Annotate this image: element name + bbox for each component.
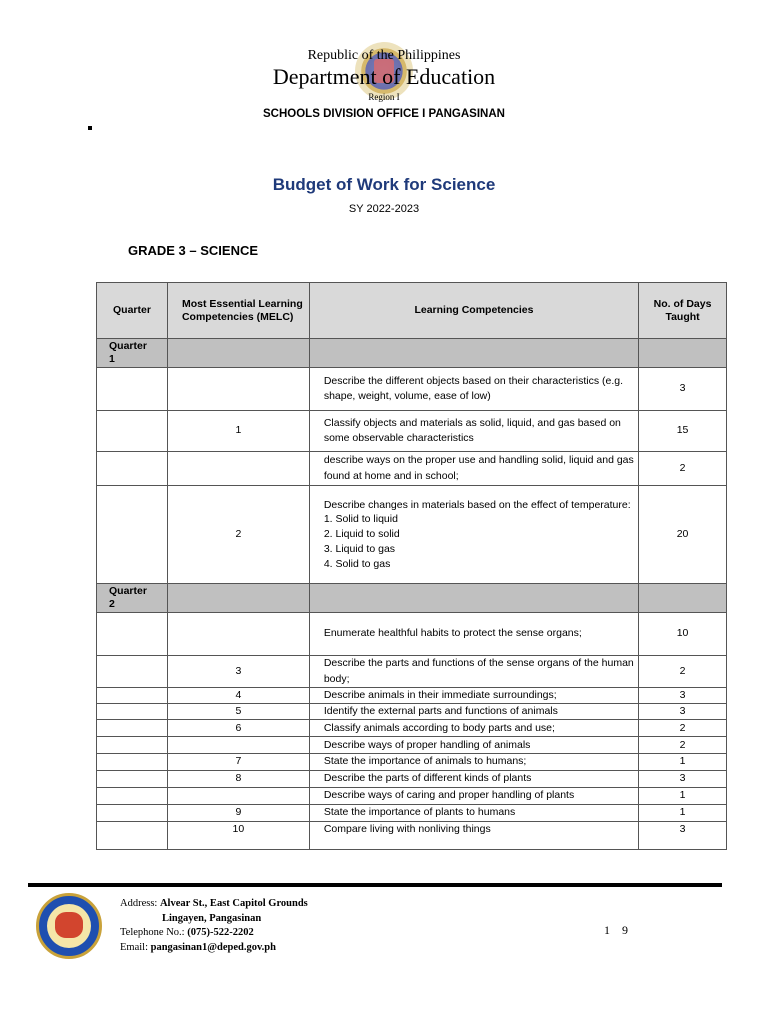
melc-cell bbox=[167, 368, 309, 411]
days-cell: 2 bbox=[639, 452, 727, 486]
table-header-row bbox=[97, 283, 727, 339]
competency-cell: Identify the external parts and functions of animals bbox=[309, 704, 638, 720]
quarter-row bbox=[97, 339, 727, 368]
days-cell: 3 bbox=[639, 688, 727, 704]
melc-cell: 2 bbox=[167, 486, 309, 584]
address-line1: Alvear St., East Capitol Grounds bbox=[159, 898, 308, 909]
competency-cell: Describe the parts of different kinds of plants bbox=[309, 770, 638, 787]
quarter-label: Quarter 1 bbox=[97, 339, 168, 368]
melc-cell bbox=[167, 737, 309, 754]
division-office-logo-icon bbox=[36, 893, 102, 959]
table-row bbox=[97, 486, 727, 584]
table-row bbox=[97, 656, 727, 688]
competency-line: 1. Solid to liquid bbox=[323, 513, 398, 526]
melc-cell: 7 bbox=[167, 754, 309, 770]
melc-cell bbox=[167, 613, 309, 656]
melc-cell: 9 bbox=[167, 804, 309, 821]
page-number: 19 bbox=[604, 923, 640, 937]
telephone-label: Telephone No.: bbox=[120, 927, 185, 939]
competency-cell: Describe the parts and functions of the sense organs of the human body; bbox=[309, 656, 638, 688]
grade-heading: GRADE 3 – SCIENCE bbox=[128, 243, 259, 258]
email-label: Email: bbox=[120, 942, 148, 954]
melc-cell: 8 bbox=[167, 770, 309, 787]
table-row bbox=[97, 452, 727, 486]
competency-cell: Compare living with nonliving things bbox=[309, 821, 638, 849]
table-row bbox=[97, 720, 727, 737]
melc-cell: 1 bbox=[167, 411, 309, 452]
table-row bbox=[97, 770, 727, 787]
competency-cell bbox=[309, 486, 638, 584]
days-cell: 2 bbox=[639, 737, 727, 754]
days-cell: 3 bbox=[639, 821, 727, 849]
melc-cell: 4 bbox=[167, 688, 309, 704]
table-row bbox=[97, 737, 727, 754]
address-label: Address: bbox=[120, 898, 158, 909]
competency-cell: Enumerate healthful habits to protect the sense organs; bbox=[309, 613, 638, 656]
department-title: Department of Education bbox=[272, 64, 496, 89]
table-row bbox=[97, 704, 727, 720]
competency-cell: State the importance of animals to humans; bbox=[309, 754, 638, 770]
table-row bbox=[97, 804, 727, 821]
bullet-mark bbox=[88, 126, 92, 130]
header-competencies: Learning Competencies bbox=[309, 283, 638, 339]
melc-cell: 10 bbox=[167, 821, 309, 849]
competency-cell: Describe ways of caring and proper handling of plants bbox=[309, 787, 638, 804]
table-row bbox=[97, 688, 727, 704]
document-title: Budget of Work for Science bbox=[272, 175, 496, 194]
division-office: SCHOOLS DIVISION OFFICE I PANGASINAN bbox=[263, 108, 505, 120]
budget-of-work-table bbox=[96, 282, 727, 850]
competency-line: 4. Solid to gas bbox=[323, 557, 391, 570]
melc-cell bbox=[167, 787, 309, 804]
competency-cell: Describe the different objects based on their characteristics (e.g. shape, weight, volume, ease of low) bbox=[309, 368, 638, 411]
table-row bbox=[97, 368, 727, 411]
competency-line: 2. Liquid to solid bbox=[323, 528, 400, 541]
days-cell: 2 bbox=[639, 720, 727, 737]
table-row bbox=[97, 613, 727, 656]
address-line2: Lingayen, Pangasinan bbox=[162, 912, 262, 924]
days-cell: 3 bbox=[639, 770, 727, 787]
quarter-row bbox=[97, 584, 727, 613]
days-cell: 1 bbox=[639, 754, 727, 770]
letterhead bbox=[0, 40, 768, 120]
footer-divider bbox=[28, 883, 722, 887]
competency-cell: Classify objects and materials as solid, liquid, and gas based on some observable characteristics bbox=[309, 411, 638, 452]
header-quarter: Quarter bbox=[97, 283, 168, 339]
melc-cell: 6 bbox=[167, 720, 309, 737]
competency-line: 3. Liquid to gas bbox=[323, 542, 396, 555]
competency-cell: Describe ways of proper handling of animals bbox=[309, 737, 638, 754]
quarter-label: Quarter 2 bbox=[97, 584, 168, 613]
competency-cell: State the importance of plants to humans bbox=[309, 804, 638, 821]
competency-cell: Classify animals according to body parts and use; bbox=[309, 720, 638, 737]
region-text: Region I bbox=[368, 92, 400, 102]
melc-cell: 3 bbox=[167, 656, 309, 688]
telephone-number: (075)-522-2202 bbox=[187, 927, 254, 939]
melc-cell: 5 bbox=[167, 704, 309, 720]
header-days: No. of Days Taught bbox=[639, 283, 727, 339]
school-year: SY 2022-2023 bbox=[348, 203, 420, 215]
email-address: pangasinan1@deped.gov.ph bbox=[150, 942, 276, 954]
table-row bbox=[97, 754, 727, 770]
days-cell: 20 bbox=[639, 486, 727, 584]
days-cell: 1 bbox=[639, 804, 727, 821]
days-cell: 2 bbox=[639, 656, 727, 688]
table-row bbox=[97, 787, 727, 804]
footer-address bbox=[120, 897, 308, 956]
header-melc: Most Essential Learning Competencies (MELC) bbox=[167, 283, 309, 339]
competency-cell: describe ways on the proper use and handling solid, liquid and gas found at home and in school; bbox=[309, 452, 638, 486]
table-row bbox=[97, 821, 727, 849]
days-cell: 1 bbox=[639, 787, 727, 804]
days-cell: 10 bbox=[639, 613, 727, 656]
days-cell: 3 bbox=[639, 704, 727, 720]
competency-cell: Describe animals in their immediate surroundings; bbox=[309, 688, 638, 704]
days-cell: 3 bbox=[639, 368, 727, 411]
competency-line: Describe changes in materials based on the effect of temperature: bbox=[323, 498, 631, 511]
days-cell: 15 bbox=[639, 411, 727, 452]
melc-cell bbox=[167, 452, 309, 486]
table-row bbox=[97, 411, 727, 452]
republic-text: Republic of the Philippines bbox=[307, 48, 461, 63]
